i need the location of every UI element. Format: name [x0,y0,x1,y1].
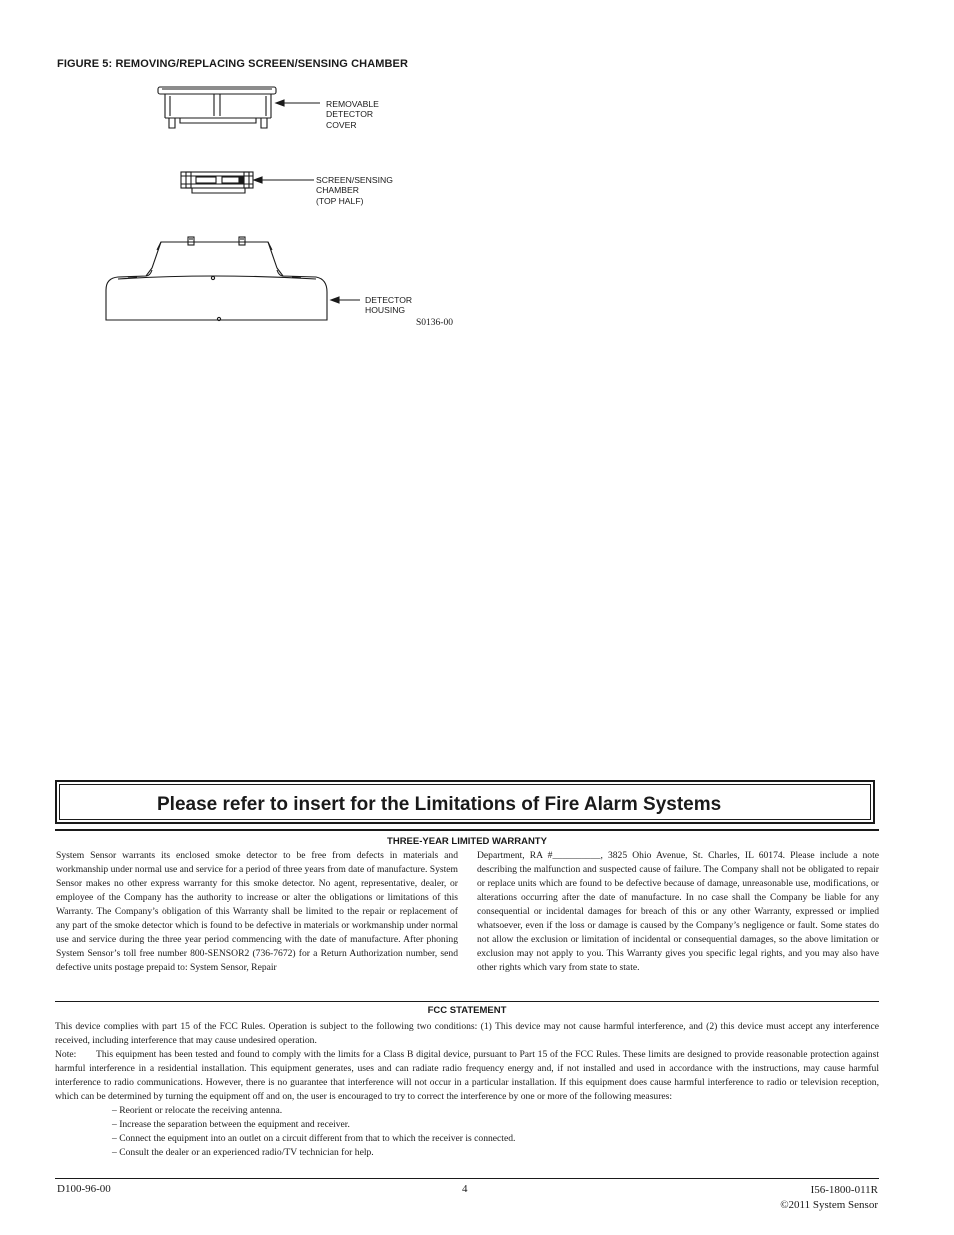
page-number: 4 [462,1183,468,1195]
section-divider [55,829,879,831]
figure-title: FIGURE 5: REMOVING/REPLACING SCREEN/SENSING CHAMBER [57,58,409,70]
cover-callout: REMOVABLE DETECTOR COVER [326,99,379,130]
fcc-note-text: This equipment has been tested and found to comply with the limits for a Class B digital device, pursuant to Part 15 of the FCC Rules. These limits are designed to provide reasonable protection against harmful interference in a residential installation. This equipment generates, uses and can radiate radio frequency energy and, if not installed and used in accordance with the instructions, may cause harmful interference to radio communications. However, there is no guarantee that interference will not occur in a particular installation. If this equipment does cause harmful interference to radio or television reception, which can be determined by turning the equipment off and on, the user is encouraged to try to correct the interference by one or more of the following measures: [55,1049,879,1102]
fcc-note-label: Note: [55,1049,77,1060]
figure-code: S0136-00 [416,318,453,328]
chamber-callout: SCREEN/SENSING CHAMBER (TOP HALF) [316,175,393,206]
part-number: I56-1800-011R [810,1184,878,1196]
footer-right-block [780,1183,878,1213]
sensing-chamber-drawing [181,172,253,193]
detector-housing-drawing [106,237,327,321]
fcc-heading: FCC STATEMENT [427,1005,507,1016]
copyright: ©2011 System Sensor [780,1199,878,1211]
list-item: – Connect the equipment into an outlet on a circuit different from that to which the receiver is connected. [112,1133,516,1144]
footer-divider [55,1178,879,1179]
warranty-right-column: Department, RA #__________, 3825 Ohio Avenue, St. Charles, IL 60174. Please include a note describing the malfunction and suspected cause of failure. The Company shall not be obligated to repair or replace units which are found to be defective because of damage, unreasonable use, modifications, or alterations occurring after the date of manufacture. In no case shall the Company be liable for any consequential or incidental damages for breach of this or any other Warranty, expressed or implied whatsoever, even if the loss or damage is caused by the Company’s negligence or fault. Some states do not allow the exclusion or limitation of incidental or consequential damages, so the above limitation or exclusion may not apply to you. This Warranty gives you specific legal rights, and you may also have other rights which vary from state to state. [477,850,879,973]
fcc-measures-list [55,1104,879,1160]
doc-number: D100-96-00 [57,1183,111,1195]
fcc-intro: This device complies with part 15 of the FCC Rules. Operation is subject to the following two conditions: (1) This device may not cause harmful interference, and (2) this device must accept any interference received, including interference that may cause undesired operation. [55,1021,879,1046]
section-divider [55,1001,879,1002]
detector-exploded-diagram [0,0,954,345]
fcc-note [55,1048,879,1104]
housing-callout: DETECTOR HOUSING [365,295,413,316]
limitations-banner [55,780,875,824]
list-item: – Consult the dealer or an experienced radio/TV technician for help. [112,1147,374,1158]
banner-text: Please refer to insert for the Limitations of Fire Alarm Systems [157,794,722,815]
fcc-body [55,1020,879,1160]
detector-cover-drawing [158,87,276,128]
list-item: – Reorient or relocate the receiving antenna. [112,1105,283,1116]
list-item: – Increase the separation between the equipment and receiver. [112,1119,350,1130]
warranty-heading: THREE-YEAR LIMITED WARRANTY [387,836,547,847]
warranty-left-column: System Sensor warrants its enclosed smoke detector to be free from defects in materials and workmanship under normal use and service for a period of three years from date of manufacture. System Sensor makes no other express warranty for this smoke detector. No agent, representative, dealer, or employee of the Company has the authority to increase or alter the obligations or limitations of this Warranty. The Company’s obligation of this Warranty shall be limited to the repair or replacement of any part of the smoke detector which is found to be defective in materials or workmanship under normal use and service during the three year period commencing with the date of manufacture. After phoning System Sensor’s toll free number 800-SENSOR2 (736-7672) for a Return Authorization number, send defective units postage prepaid to: System Sensor, Repair [56,850,458,973]
